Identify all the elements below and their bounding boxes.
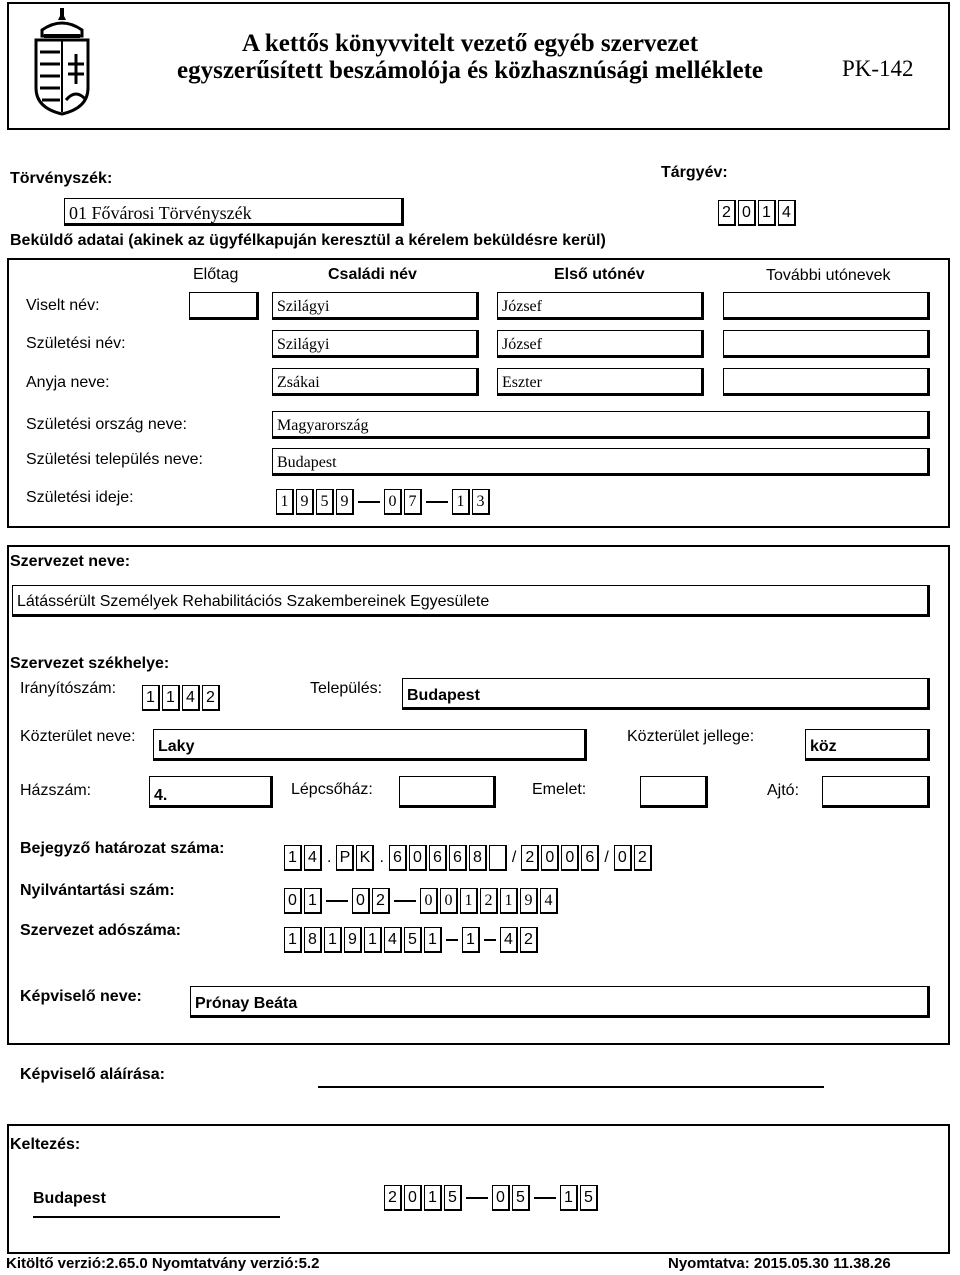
- mother-more-field[interactable]: [723, 368, 930, 396]
- digit-cell[interactable]: 0: [409, 845, 427, 871]
- digit-cell[interactable]: 6: [389, 845, 407, 871]
- zip-digits[interactable]: [142, 685, 222, 711]
- digit-cell[interactable]: 1: [284, 845, 302, 871]
- digit-cell[interactable]: 1: [142, 685, 160, 711]
- reg-decision-digits[interactable]: 1 4 . P K . 6 0 6 6 8 / 2 0 0 6 / 0 2: [284, 845, 654, 871]
- digit-cell[interactable]: 1: [304, 888, 322, 914]
- digit-cell[interactable]: 2: [718, 200, 736, 226]
- digit-cell[interactable]: 1: [324, 927, 342, 953]
- reg-no-digits[interactable]: [284, 888, 560, 914]
- digit-cell[interactable]: 0: [384, 489, 402, 515]
- signature-line[interactable]: [318, 1086, 824, 1088]
- digit-cell[interactable]: 5: [580, 1185, 598, 1211]
- digit-cell[interactable]: 5: [444, 1185, 462, 1211]
- digit-cell[interactable]: 2: [520, 927, 538, 953]
- digit-cell[interactable]: 1: [758, 200, 776, 226]
- digit-cell[interactable]: 0: [541, 845, 559, 871]
- house-label: Házszám:: [20, 782, 92, 799]
- digit-cell[interactable]: 9: [344, 927, 362, 953]
- rep-field[interactable]: Prónay Beáta: [190, 986, 930, 1018]
- worn-prefix-field[interactable]: [189, 292, 259, 320]
- tax-label: Szervezet adószáma:: [20, 922, 181, 939]
- dating-label: Keltezés:: [10, 1136, 81, 1153]
- digit-cell[interactable]: 9: [296, 489, 314, 515]
- street-type-label: Közterület jellege:: [627, 728, 755, 745]
- dating-place: Budapest: [33, 1190, 106, 1207]
- birth-country-field[interactable]: Magyarország: [272, 411, 930, 439]
- digit-cell[interactable]: 1: [424, 1185, 442, 1211]
- digit-cell[interactable]: 1: [452, 489, 470, 515]
- worn-first-field[interactable]: József: [497, 292, 704, 320]
- birth-country-label: Születési ország neve:: [26, 416, 187, 433]
- digit-cell[interactable]: 1: [162, 685, 180, 711]
- rep-label: Képviselő neve:: [20, 988, 142, 1005]
- col-family: Családi név: [328, 266, 417, 283]
- stair-field[interactable]: [399, 776, 496, 808]
- col-first: Első utónév: [554, 266, 645, 283]
- digit-cell[interactable]: 7: [404, 489, 422, 515]
- birth-more-field[interactable]: [723, 330, 930, 358]
- birth-name-label: Születési név:: [26, 335, 126, 352]
- court-label: Törvényszék:: [10, 170, 113, 187]
- page-title: [100, 30, 840, 84]
- digit-cell[interactable]: 4: [540, 888, 558, 914]
- birth-city-label: Születési település neve:: [26, 451, 203, 468]
- digit-cell[interactable]: 9: [520, 888, 538, 914]
- digit-cell[interactable]: 6: [581, 845, 599, 871]
- door-label: Ajtó:: [767, 782, 800, 799]
- worn-family-field[interactable]: Szilágyi: [272, 292, 479, 320]
- coat-of-arms-icon: [30, 8, 94, 118]
- digit-cell[interactable]: 2: [372, 888, 390, 914]
- digit-cell[interactable]: 4: [304, 845, 322, 871]
- birth-date-label: Születési ideje:: [26, 489, 134, 506]
- col-prefix: Előtag: [193, 266, 239, 283]
- digit-cell[interactable]: [489, 845, 507, 871]
- tax-digits[interactable]: [284, 927, 540, 953]
- digit-cell[interactable]: 2: [384, 1185, 402, 1211]
- digit-cell[interactable]: 4: [778, 200, 796, 226]
- digit-cell[interactable]: 1: [462, 927, 480, 953]
- street-type-field[interactable]: köz: [805, 729, 930, 761]
- dating-place-line: [33, 1216, 280, 1218]
- city-label: Település:: [310, 680, 383, 697]
- title-line-2: egyszerűsített beszámolója és közhasznúsági melléklete: [177, 57, 763, 84]
- reg-decision-label: Bejegyző határozat száma:: [20, 840, 225, 857]
- digit-cell[interactable]: 0: [352, 888, 370, 914]
- dating-date-digits[interactable]: [384, 1185, 600, 1211]
- street-label: Közterület neve:: [20, 728, 136, 745]
- worn-more-field[interactable]: [723, 292, 930, 320]
- digit-cell[interactable]: 1: [500, 888, 518, 914]
- digit-cell[interactable]: 1: [424, 927, 442, 953]
- footer-right: Nyomtatva: 2015.05.30 11.38.26: [668, 1255, 891, 1272]
- digit-cell[interactable]: 1: [560, 1185, 578, 1211]
- birth-first-field[interactable]: József: [497, 330, 704, 358]
- year-label: Tárgyév:: [661, 164, 728, 181]
- digit-cell[interactable]: 0: [614, 845, 632, 871]
- door-field[interactable]: [822, 776, 930, 808]
- digit-cell[interactable]: 0: [420, 888, 438, 914]
- title-line-1: A kettős könyvvitelt vezető egyéb szervezet: [241, 30, 699, 57]
- digit-cell[interactable]: 0: [440, 888, 458, 914]
- city-field[interactable]: Budapest: [402, 678, 930, 710]
- digit-cell[interactable]: 8: [469, 845, 487, 871]
- digit-cell[interactable]: P: [336, 845, 354, 871]
- org-name-field[interactable]: Látássérült Személyek Rehabilitációs Szakembereinek Egyesülete: [12, 585, 930, 617]
- zip-label: Irányítószám:: [20, 680, 117, 697]
- digit-cell[interactable]: 9: [336, 489, 354, 515]
- digit-cell[interactable]: K: [356, 845, 374, 871]
- digit-cell[interactable]: 0: [404, 1185, 422, 1211]
- digit-cell[interactable]: 8: [304, 927, 322, 953]
- org-seat-label: Szervezet székhelye:: [10, 655, 170, 672]
- stair-label: Lépcsőház:: [291, 781, 373, 798]
- digit-cell[interactable]: 1: [364, 927, 382, 953]
- mother-first-field[interactable]: Eszter: [497, 368, 704, 396]
- digit-cell[interactable]: 2: [480, 888, 498, 914]
- digit-cell[interactable]: 1: [460, 888, 478, 914]
- sender-heading: Beküldő adatai (akinek az ügyfélkapuján keresztül a kérelem beküldésre kerül): [10, 232, 606, 249]
- year-digits[interactable]: [718, 200, 798, 226]
- digit-cell[interactable]: 0: [284, 888, 302, 914]
- digit-cell[interactable]: 0: [738, 200, 756, 226]
- footer-left: Kitöltő verzió:2.65.0 Nyomtatvány verzió:5.2: [6, 1255, 320, 1272]
- digit-cell[interactable]: 2: [521, 845, 539, 871]
- birth-family-field[interactable]: Szilágyi: [272, 330, 479, 358]
- mother-family-field[interactable]: Zsákai: [272, 368, 479, 396]
- col-more: További utónevek: [766, 267, 891, 284]
- court-field[interactable]: 01 Fővárosi Törvényszék: [64, 198, 404, 226]
- house-field[interactable]: 4.: [149, 776, 273, 808]
- digit-cell[interactable]: 4: [384, 927, 402, 953]
- reg-no-label: Nyilvántartási szám:: [20, 882, 175, 899]
- birth-date-digits[interactable]: [276, 489, 492, 515]
- digit-cell[interactable]: 4: [182, 685, 200, 711]
- digit-cell[interactable]: 0: [561, 845, 579, 871]
- street-field[interactable]: Laky: [153, 729, 587, 761]
- digit-cell[interactable]: 6: [429, 845, 447, 871]
- floor-label: Emelet:: [532, 781, 587, 798]
- digit-cell[interactable]: 5: [404, 927, 422, 953]
- digit-cell[interactable]: 2: [634, 845, 652, 871]
- digit-cell[interactable]: 3: [472, 489, 490, 515]
- org-name-label: Szervezet neve:: [10, 553, 131, 570]
- digit-cell[interactable]: 1: [284, 927, 302, 953]
- birth-city-field[interactable]: Budapest: [272, 448, 930, 476]
- floor-field[interactable]: [640, 776, 708, 808]
- digit-cell[interactable]: 6: [449, 845, 467, 871]
- digit-cell[interactable]: 5: [512, 1185, 530, 1211]
- digit-cell[interactable]: 5: [316, 489, 334, 515]
- digit-cell[interactable]: 4: [500, 927, 518, 953]
- sig-label: Képviselő aláírása:: [20, 1066, 165, 1083]
- digit-cell[interactable]: 1: [276, 489, 294, 515]
- mother-label: Anyja neve:: [26, 374, 110, 391]
- digit-cell[interactable]: 0: [492, 1185, 510, 1211]
- digit-cell[interactable]: 2: [202, 685, 220, 711]
- worn-name-label: Viselt név:: [26, 297, 100, 314]
- form-code: PK-142: [842, 56, 914, 81]
